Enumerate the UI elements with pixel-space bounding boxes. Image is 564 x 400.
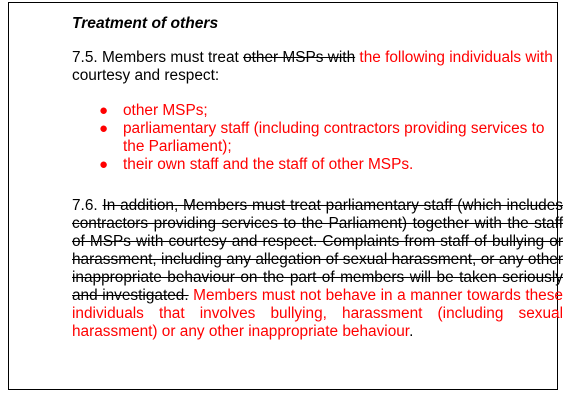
list-item-text: other MSPs; xyxy=(123,102,208,119)
bullet-list xyxy=(72,102,564,174)
para-7-6-number: 7.6. xyxy=(72,197,103,214)
bullet-icon: ● xyxy=(99,102,109,119)
list-item xyxy=(72,120,564,156)
paragraph-7-6 xyxy=(72,197,563,341)
para-7-6-tail-text: . xyxy=(409,323,414,340)
bullet-icon: ● xyxy=(99,120,109,137)
para-7-6-deleted-text: In addition, Members must treat parliamentary staff (which includes contractors providing services to the Parliament) together with the staff of MSPs with courtesy and respect. Complaints from staff of bullying or harassment, including any allegation of sexual harassment, or any other inappropriate behaviour on the part of members will be taken seriously and investigated. xyxy=(72,197,563,304)
bullet-icon: ● xyxy=(99,156,109,173)
list-item-text: parliamentary staff (including contractors providing services to the Parliament); xyxy=(123,120,545,155)
list-item xyxy=(72,156,564,174)
paragraph-7-5 xyxy=(72,49,564,85)
para-7-5-text: 7.5. Members must treat xyxy=(72,49,244,66)
para-7-5-inserted-text: the following individuals with xyxy=(355,49,553,66)
list-item-text: their own staff and the staff of other MSPs. xyxy=(123,156,414,173)
para-7-6-inserted-text: Members must not behave in a manner towards these individuals that involves bullying, harassment (including sexual harassment) or any other inappropriate behaviour xyxy=(72,287,563,340)
para-7-5-deleted-text: other MSPs with xyxy=(243,49,356,66)
section-heading: Treatment of others xyxy=(72,15,219,32)
para-7-5-tail-text: courtesy and respect: xyxy=(72,67,220,84)
list-item xyxy=(72,102,564,120)
document-box xyxy=(8,2,563,390)
